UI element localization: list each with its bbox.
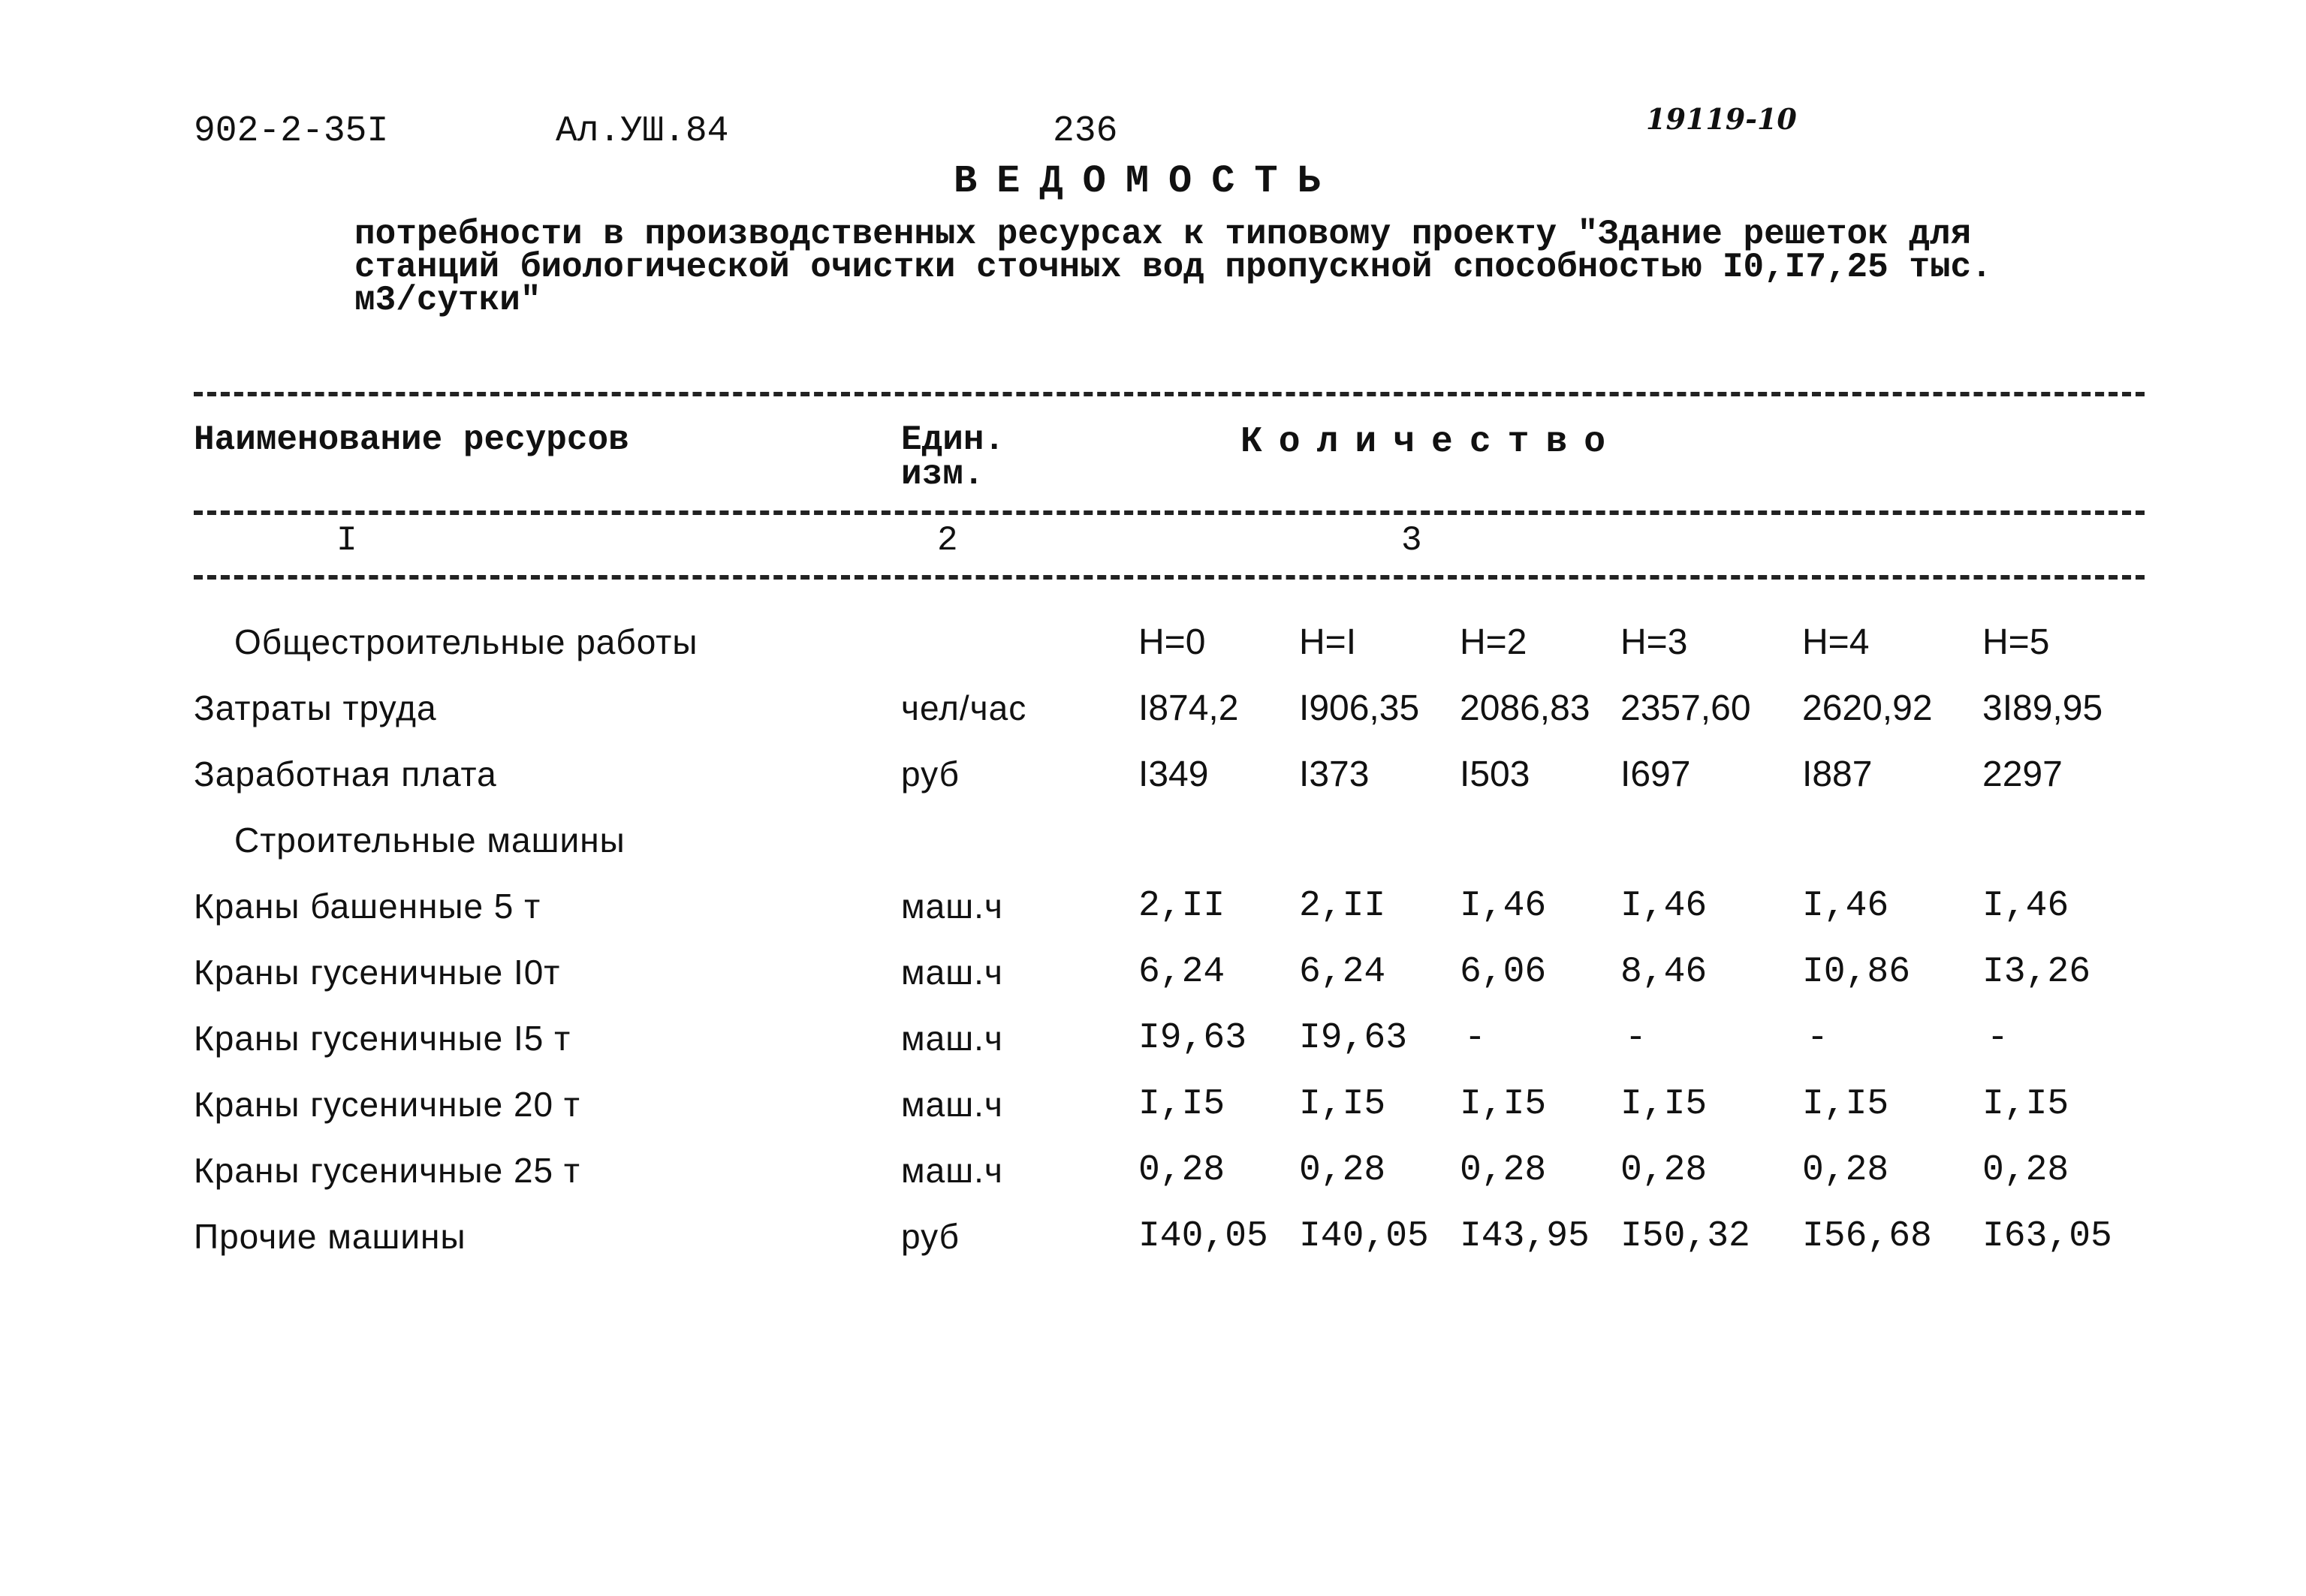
- row-crawler-crane-25t-value: 0,28: [1460, 1150, 1547, 1191]
- row-tower-crane-5t-value: 2,II: [1138, 886, 1225, 926]
- row-labor-value: 3I89,95: [1982, 688, 2103, 728]
- row-crawler-crane-10t-value: 6,24: [1299, 952, 1386, 992]
- document-code: 902-2-35I: [194, 111, 389, 152]
- header-unit-line1: Един.: [901, 420, 1005, 459]
- row-crawler-crane-10t-value: 6,24: [1138, 952, 1225, 992]
- album-number: Ал.УШ.84: [556, 111, 729, 152]
- row-crawler-crane-10t-value: I0,86: [1802, 952, 1911, 992]
- row-other-machines-value: I56,68: [1802, 1216, 1932, 1257]
- row-wages-value: I503: [1460, 754, 1530, 794]
- column-number-rule: [194, 575, 2145, 580]
- section-construction-machines: Строительные машины: [234, 821, 625, 860]
- row-crawler-crane-25t-value: 0,28: [1982, 1150, 2069, 1191]
- row-tower-crane-5t-value: I,46: [1620, 886, 1708, 926]
- row-crawler-crane-25t-value: 0,28: [1802, 1150, 1889, 1191]
- row-crawler-crane-25t-value: 0,28: [1299, 1150, 1386, 1191]
- header-quantity: Количество: [1240, 422, 1623, 462]
- row-tower-crane-5t-value: I,46: [1982, 886, 2069, 926]
- row-crawler-crane-10t-name: Краны гусеничные I0т: [194, 953, 561, 992]
- row-crawler-crane-15t-value: -: [1464, 1018, 1486, 1058]
- row-wages-value: I349: [1138, 754, 1209, 794]
- h-label-2: Н=2: [1460, 622, 1527, 662]
- row-labor-name: Затраты труда: [194, 688, 437, 727]
- document-subtitle: [354, 215, 1992, 320]
- column-number-3: 3: [1401, 521, 1422, 560]
- row-crawler-crane-15t-value: -: [1625, 1018, 1647, 1058]
- row-crawler-crane-15t-value: I9,63: [1138, 1018, 1247, 1058]
- table-top-rule: [194, 392, 2145, 396]
- header-resource-name: Наименование ресурсов: [194, 420, 629, 459]
- row-wages-unit: руб: [901, 754, 960, 793]
- row-crawler-crane-15t-value: I9,63: [1299, 1018, 1408, 1058]
- inventory-stamp: 19119-10: [1646, 102, 1797, 136]
- subtitle-line-1: потребности в производственных ресурсах к типовому проекту "Здание решеток для: [354, 215, 1972, 254]
- row-crawler-crane-20t-value: I,I5: [1460, 1084, 1547, 1125]
- column-number-2: 2: [937, 521, 958, 560]
- row-crawler-crane-20t-name: Краны гусеничные 20 т: [194, 1085, 580, 1124]
- h-label-3: Н=3: [1620, 622, 1688, 662]
- row-other-machines-unit: руб: [901, 1217, 960, 1256]
- row-labor-value: I874,2: [1138, 688, 1239, 728]
- row-crawler-crane-25t-value: 0,28: [1138, 1150, 1225, 1191]
- h-label-0: Н=0: [1138, 622, 1206, 662]
- subtitle-line-2: станций биологической очистки сточных вод пропускной способностью I0,I7,25 тыс.: [354, 248, 1992, 287]
- row-crawler-crane-20t-value: I,I5: [1802, 1084, 1889, 1125]
- row-labor-unit: чел/час: [901, 688, 1027, 727]
- row-other-machines-value: I40,05: [1138, 1216, 1268, 1257]
- row-labor-value: 2086,83: [1460, 688, 1590, 728]
- row-other-machines-value: I50,32: [1620, 1216, 1750, 1257]
- row-tower-crane-5t-name: Краны башенные 5 т: [194, 887, 541, 926]
- page-number: 236: [1053, 111, 1118, 152]
- row-labor-value: 2357,60: [1620, 688, 1751, 728]
- row-wages-value: I887: [1802, 754, 1873, 794]
- row-crawler-crane-20t-value: I,I5: [1982, 1084, 2069, 1125]
- row-tower-crane-5t-unit: маш.ч: [901, 887, 1003, 926]
- section-general-construction: Общестроительные работы: [234, 622, 698, 661]
- row-crawler-crane-15t-unit: маш.ч: [901, 1019, 1003, 1058]
- row-other-machines-value: I63,05: [1982, 1216, 2112, 1257]
- row-crawler-crane-10t-unit: маш.ч: [901, 953, 1003, 992]
- row-crawler-crane-10t-value: 8,46: [1620, 952, 1708, 992]
- column-number-1: I: [336, 521, 357, 560]
- row-other-machines-value: I43,95: [1460, 1216, 1590, 1257]
- row-labor-value: 2620,92: [1802, 688, 1933, 728]
- row-crawler-crane-20t-unit: маш.ч: [901, 1085, 1003, 1124]
- header-unit-line2: изм.: [901, 455, 984, 494]
- h-label-4: Н=4: [1802, 622, 1870, 662]
- row-tower-crane-5t-value: I,46: [1802, 886, 1889, 926]
- row-labor-value: I906,35: [1299, 688, 1420, 728]
- row-wages-name: Заработная плата: [194, 754, 497, 793]
- document-title: ВЕДОМОСТЬ: [954, 159, 1340, 203]
- row-other-machines-name: Прочие машины: [194, 1217, 466, 1256]
- row-crawler-crane-15t-value: -: [1807, 1018, 1828, 1058]
- h-label-1: Н=I: [1299, 622, 1357, 662]
- row-tower-crane-5t-value: I,46: [1460, 886, 1547, 926]
- row-crawler-crane-20t-value: I,I5: [1138, 1084, 1225, 1125]
- header-bottom-rule: [194, 510, 2145, 515]
- row-crawler-crane-10t-value: I3,26: [1982, 952, 2091, 992]
- row-wages-value: 2297: [1982, 754, 2063, 794]
- subtitle-line-3: м3/сутки": [354, 281, 541, 320]
- row-wages-value: I697: [1620, 754, 1691, 794]
- row-tower-crane-5t-value: 2,II: [1299, 886, 1386, 926]
- row-other-machines-value: I40,05: [1299, 1216, 1429, 1257]
- row-crawler-crane-10t-value: 6,06: [1460, 952, 1547, 992]
- row-crawler-crane-25t-unit: маш.ч: [901, 1151, 1003, 1190]
- row-crawler-crane-20t-value: I,I5: [1299, 1084, 1386, 1125]
- h-label-5: Н=5: [1982, 622, 2050, 662]
- row-wages-value: I373: [1299, 754, 1370, 794]
- row-crawler-crane-25t-name: Краны гусеничные 25 т: [194, 1151, 580, 1190]
- row-crawler-crane-25t-value: 0,28: [1620, 1150, 1708, 1191]
- row-crawler-crane-20t-value: I,I5: [1620, 1084, 1708, 1125]
- row-crawler-crane-15t-name: Краны гусеничные I5 т: [194, 1019, 571, 1058]
- row-crawler-crane-15t-value: -: [1987, 1018, 2009, 1058]
